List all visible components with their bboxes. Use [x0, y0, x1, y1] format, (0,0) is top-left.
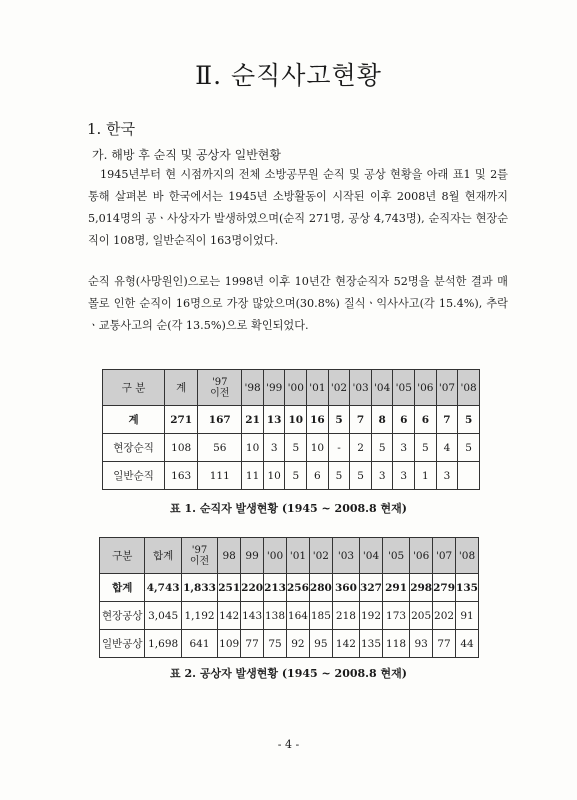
header-year: '07: [433, 538, 456, 574]
row-value: 1: [415, 462, 437, 490]
row-total: 1,698: [145, 630, 181, 658]
row-value: 5: [415, 434, 437, 462]
table-row: [100, 574, 479, 602]
row-value: 92: [286, 630, 309, 658]
row-value: 77: [433, 630, 456, 658]
subsection-heading: 가. 해방 후 순직 및 공상자 일반현황: [92, 148, 281, 162]
page-title: Ⅱ. 순직사고현황: [195, 61, 382, 90]
header-year: '01: [286, 538, 309, 574]
row-value: 7: [436, 406, 458, 434]
table1-caption: 표 1. 순직자 발생현황 (1945 ~ 2008.8 현재): [170, 502, 407, 515]
header-pre97: [198, 370, 242, 406]
row-value: 143: [241, 602, 264, 630]
row-pre97: 1,833: [181, 574, 217, 602]
row-value: [458, 462, 480, 490]
row-value: -: [328, 434, 350, 462]
row-value: 3: [436, 462, 458, 490]
header-label: 구 분: [103, 370, 165, 406]
row-value: 173: [382, 602, 409, 630]
header-year: '01: [307, 370, 329, 406]
row-value: 279: [433, 574, 456, 602]
table-row: [103, 406, 480, 434]
paragraph-2-text: 순직 유형(사망원인)으로는 1998년 이후 10년간 현장순직자 52명을 분석한 결과 매몰로 인한 순직이 16명으로 가장 많았으며(30.8%) 질식ㆍ익사사고(각 15.4%), 추락ㆍ교통사고의 순(각 13.5%)으로 확인되었다.: [88, 275, 508, 332]
header-year: '06: [415, 370, 437, 406]
row-total: 4,743: [145, 574, 181, 602]
row-pre97: 56: [198, 434, 242, 462]
header-year: '02: [309, 538, 332, 574]
row-value: 10: [285, 406, 307, 434]
header-year: '99: [263, 370, 285, 406]
row-value: 251: [218, 574, 241, 602]
row-label: 계: [103, 406, 165, 434]
row-value: 135: [456, 574, 479, 602]
row-value: 3: [393, 434, 415, 462]
row-pre97: 167: [198, 406, 242, 434]
row-label: 현장순직: [103, 434, 165, 462]
row-pre97: 641: [181, 630, 217, 658]
row-label: 현장공상: [100, 602, 145, 630]
header-year: '03: [332, 538, 359, 574]
row-value: 135: [360, 630, 383, 658]
header-pre97-bottom: 이전: [210, 387, 230, 399]
row-value: 109: [218, 630, 241, 658]
header-pre97-stack: [182, 545, 217, 567]
header-year: '02: [328, 370, 350, 406]
header-year: '05: [393, 370, 415, 406]
row-value: 91: [456, 602, 479, 630]
row-value: 185: [309, 602, 332, 630]
header-total: 계: [165, 370, 198, 406]
row-value: 291: [382, 574, 409, 602]
row-total: 163: [165, 462, 198, 490]
header-year: '05: [382, 538, 409, 574]
header-pre97-top: '97: [212, 376, 228, 388]
row-total: 271: [165, 406, 198, 434]
table-header-row: [100, 538, 479, 574]
row-value: 202: [433, 602, 456, 630]
header-year: '98: [242, 370, 264, 406]
row-value: 256: [286, 574, 309, 602]
row-value: 5: [350, 462, 372, 490]
row-value: 205: [410, 602, 433, 630]
row-value: 93: [410, 630, 433, 658]
row-value: 44: [456, 630, 479, 658]
row-value: 142: [218, 602, 241, 630]
table-row: [103, 434, 480, 462]
row-value: 6: [415, 406, 437, 434]
row-value: 5: [285, 462, 307, 490]
header-year: '08: [456, 538, 479, 574]
table-row: [103, 462, 480, 490]
row-value: 6: [393, 406, 415, 434]
row-pre97: 1,192: [181, 602, 217, 630]
injury-table: [99, 537, 479, 658]
row-total: 108: [165, 434, 198, 462]
row-value: 3: [263, 434, 285, 462]
row-value: 95: [309, 630, 332, 658]
row-value: 5: [371, 434, 393, 462]
paragraph-2: [88, 271, 508, 337]
row-value: 192: [360, 602, 383, 630]
row-value: 5: [458, 434, 480, 462]
table-header-row: [103, 370, 480, 406]
row-value: 4: [436, 434, 458, 462]
header-total: 합계: [145, 538, 181, 574]
row-value: 10: [307, 434, 329, 462]
header-pre97-stack: [198, 377, 241, 399]
row-value: 7: [350, 406, 372, 434]
row-value: 8: [371, 406, 393, 434]
row-value: 298: [410, 574, 433, 602]
header-year: '00: [264, 538, 287, 574]
header-year: 98: [218, 538, 241, 574]
row-label: 일반순직: [103, 462, 165, 490]
header-year: '08: [458, 370, 480, 406]
row-value: 5: [328, 406, 350, 434]
row-value: 5: [285, 434, 307, 462]
table2-caption: 표 2. 공상자 발생현황 (1945 ~ 2008.8 현재): [170, 667, 407, 680]
header-label: 구분: [100, 538, 145, 574]
row-value: 164: [286, 602, 309, 630]
row-value: 220: [241, 574, 264, 602]
row-value: 21: [242, 406, 264, 434]
row-value: 16: [307, 406, 329, 434]
header-year: 99: [241, 538, 264, 574]
header-pre97-top: '97: [191, 544, 208, 556]
row-value: 3: [371, 462, 393, 490]
section-heading: 1. 한국: [87, 120, 136, 138]
row-value: 213: [264, 574, 287, 602]
row-value: 5: [328, 462, 350, 490]
table-row: [100, 602, 479, 630]
row-value: 3: [393, 462, 415, 490]
row-value: 5: [458, 406, 480, 434]
header-year: '03: [350, 370, 372, 406]
table-row: [100, 630, 479, 658]
row-value: 218: [332, 602, 359, 630]
row-value: 11: [242, 462, 264, 490]
header-year: '06: [410, 538, 433, 574]
row-value: 6: [307, 462, 329, 490]
row-value: 10: [263, 462, 285, 490]
row-value: 77: [241, 630, 264, 658]
row-value: 10: [242, 434, 264, 462]
row-value: 142: [332, 630, 359, 658]
row-value: 118: [382, 630, 409, 658]
header-pre97: [181, 538, 217, 574]
row-value: 360: [332, 574, 359, 602]
row-pre97: 111: [198, 462, 242, 490]
row-value: 327: [360, 574, 383, 602]
row-value: 2: [350, 434, 372, 462]
row-total: 3,045: [145, 602, 181, 630]
row-value: 13: [263, 406, 285, 434]
header-year: '00: [285, 370, 307, 406]
fatality-table: [102, 369, 480, 490]
row-label: 일반공상: [100, 630, 145, 658]
row-label: 합계: [100, 574, 145, 602]
header-year: '04: [360, 538, 383, 574]
header-year: '04: [371, 370, 393, 406]
paragraph-1: [88, 164, 508, 252]
paragraph-1-text: 1945년부터 현 시점까지의 전체 소방공무원 순직 및 공상 현황을 아래 표1 및 2를 통해 살펴본 바 한국에서는 1945년 소방활동이 시작된 이후 2008년 8월 현재까지 5,014명의 공ㆍ사상자가 발생하였으며(순직 271명, 공상 4,743명), 순직자는 현장순직이 108명, 일반순직이 163명이었다.: [88, 168, 508, 247]
row-value: 75: [264, 630, 287, 658]
row-value: 138: [264, 602, 287, 630]
header-year: '07: [436, 370, 458, 406]
page-number: - 4 -: [277, 738, 300, 751]
header-pre97-bottom: 이전: [189, 555, 210, 567]
row-value: 280: [309, 574, 332, 602]
